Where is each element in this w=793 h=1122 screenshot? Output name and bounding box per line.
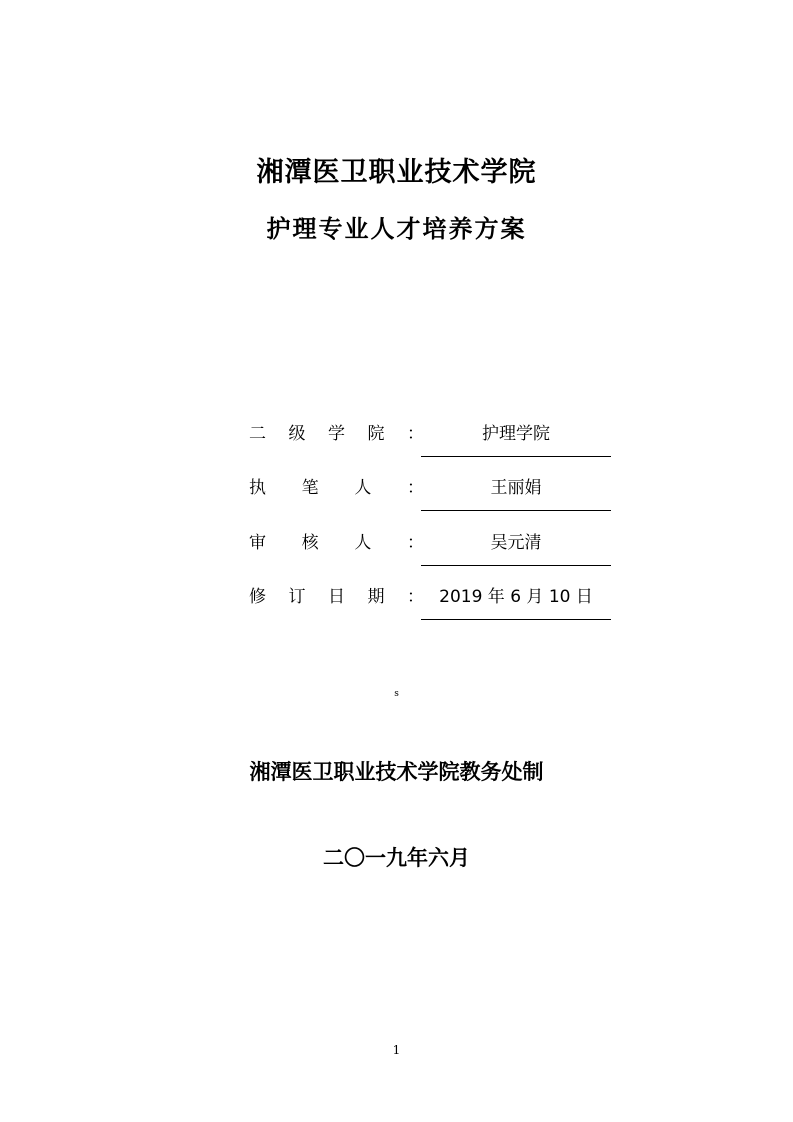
info-label: 执 笔 人 ：	[249, 478, 424, 498]
info-row-college	[249, 414, 611, 454]
info-row-author	[249, 468, 611, 508]
info-label: 修 订 日 期 ：	[249, 587, 424, 607]
document-title: 护理专业人才培养方案	[266, 215, 527, 243]
info-value-reviewer: 吴元清	[490, 533, 542, 553]
stray-mark: s	[394, 689, 399, 699]
underline	[421, 619, 611, 620]
issuer-line: 湘潭医卫职业技术学院教务处制	[249, 760, 544, 784]
info-row-revision-date	[249, 577, 611, 617]
info-row-reviewer	[249, 523, 611, 563]
institution-title: 湘潭医卫职业技术学院	[256, 157, 537, 188]
page-number: 1	[392, 1043, 401, 1057]
info-value-revision-date: 2019 年 6 月 10 日	[439, 587, 593, 607]
issue-date: 二〇一九年六月	[323, 846, 470, 870]
info-label: 二 级 学 院 ：	[249, 424, 424, 444]
underline	[421, 565, 611, 566]
info-value-college: 护理学院	[482, 424, 550, 444]
underline	[421, 456, 611, 457]
info-value-author: 王丽娟	[490, 478, 542, 498]
underline	[421, 510, 611, 511]
info-label: 审 核 人 ：	[249, 533, 424, 553]
